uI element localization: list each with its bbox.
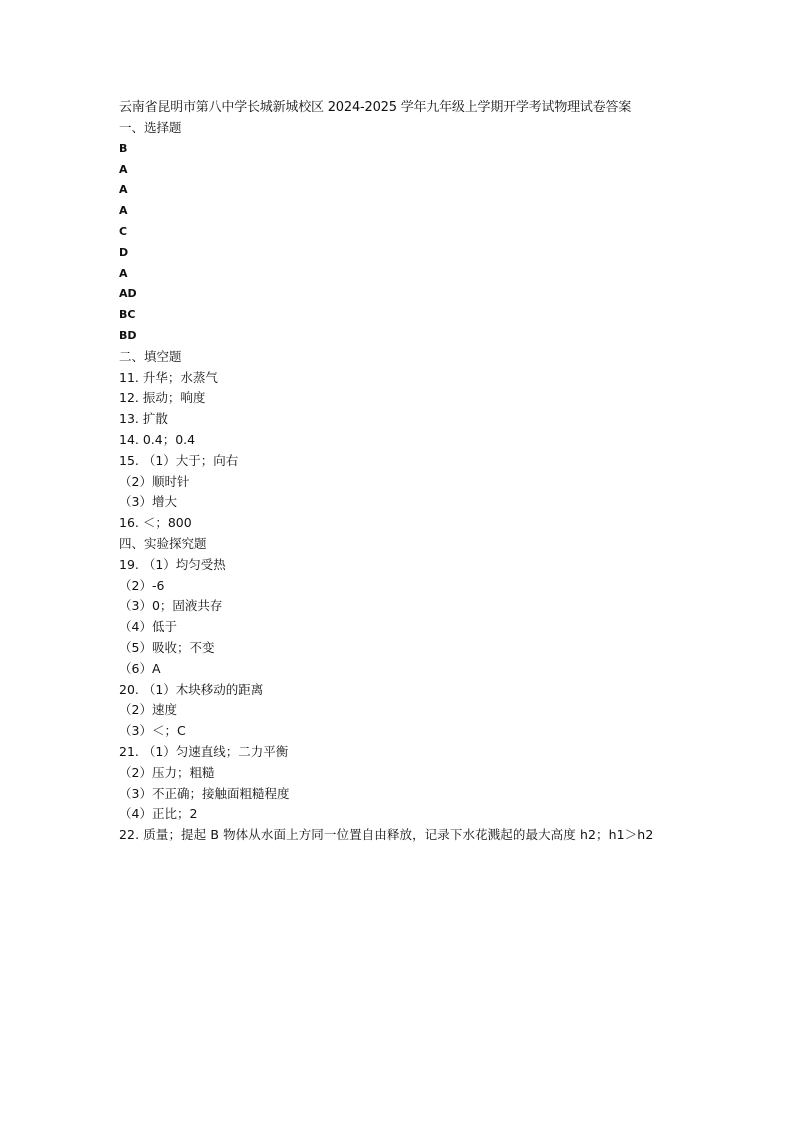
exp-answer-19-2: （2）-6 (119, 577, 165, 593)
section-heading-fill: 二、填空题 (119, 348, 182, 364)
choice-answer-10: BD (119, 328, 137, 342)
choice-answer-7: A (119, 266, 128, 280)
exp-answer-20-3: （3）＜；C (119, 723, 186, 739)
exp-answer-21-3: （3）不正确；接触面粗糙程度 (119, 785, 290, 801)
exp-answer-19-3: （3）0；固液共存 (119, 598, 223, 614)
choice-answer-9: BC (119, 308, 136, 322)
fill-answer-15-2: （2）顺时针 (119, 473, 190, 489)
choice-answer-5: C (119, 224, 128, 238)
choice-answer-2: A (119, 162, 128, 176)
choice-answer-4: A (119, 204, 128, 218)
exp-answer-20-2: （2）速度 (119, 702, 177, 718)
document-title: 云南省昆明市第八中学长城新城校区 2024-2025 学年九年级上学期开学考试物理试卷答案 (119, 100, 632, 115)
exp-answer-21-4: （4）正比；2 (119, 806, 198, 822)
choice-answer-1: B (119, 141, 128, 155)
exp-answer-19-4: （4）低于 (119, 619, 177, 635)
fill-answer-13: 13. 扩散 (119, 411, 168, 427)
section-heading-choice: 一、选择题 (119, 120, 182, 135)
exp-answer-21-1: 21. （1）匀速直线；二力平衡 (119, 743, 289, 759)
exp-answer-19-6: （6）A (119, 660, 161, 676)
exp-answer-20-1: 20. （1）木块移动的距离 (119, 681, 264, 697)
exp-answer-21-2: （2）压力；粗糙 (119, 764, 215, 780)
exp-answer-19-5: （5）吸收；不变 (119, 639, 215, 655)
section-heading-experiment: 四、实验探究题 (119, 535, 207, 551)
fill-answer-14: 14. 0.4；0.4 (119, 431, 196, 447)
exp-answer-19-1: 19. （1）均匀受热 (119, 556, 226, 572)
choice-answer-3: A (119, 183, 128, 197)
exp-answer-22: 22. 质量；提起 B 物体从水面上方同一位置自由释放，记录下水花溅起的最大高度 h2；h1＞h2 (119, 827, 654, 843)
fill-answer-12: 12. 振动；响度 (119, 390, 206, 406)
fill-answer-11: 11. 升华；水蒸气 (119, 369, 218, 385)
answer-document (119, 97, 689, 846)
fill-answer-15-1: 15. （1）大于；向右 (119, 452, 239, 468)
choice-answer-8: AD (119, 287, 137, 301)
fill-answer-15-3: （3）增大 (119, 494, 177, 510)
fill-answer-16: 16. ＜；800 (119, 515, 192, 531)
choice-answer-6: D (119, 245, 129, 259)
